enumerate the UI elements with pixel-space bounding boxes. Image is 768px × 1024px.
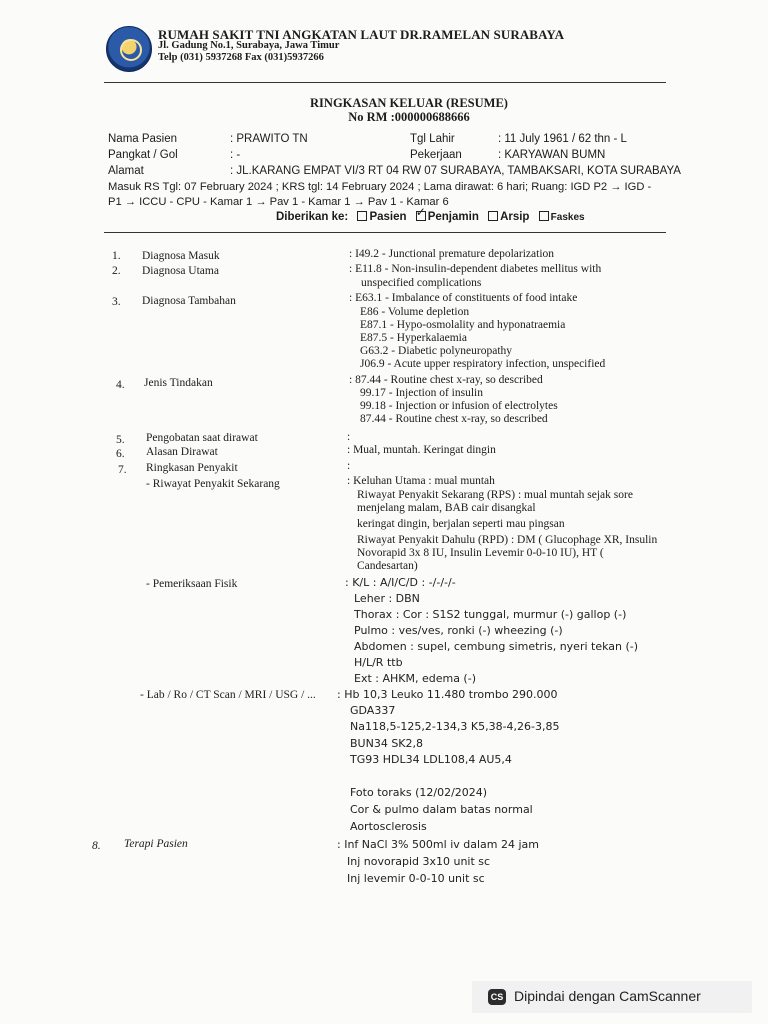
history-line: Novorapid 3x 8 IU, Insulin Levemir 0-0-10 IU), HT ( <box>357 547 604 559</box>
exam-line: Abdomen : supel, cembung simetris, nyeri tekan (-) <box>354 640 639 653</box>
nama-label: Nama Pasien <box>108 133 178 145</box>
item-label: Terapi Pasien <box>124 838 188 850</box>
procedure-line: 99.17 - Injection of insulin <box>360 387 483 399</box>
history-line: Riwayat Penyakit Dahulu (RPD) : DM ( Glucophage XR, Insulin <box>357 534 658 546</box>
item-value-cont: unspecified complications <box>361 277 482 289</box>
diagnosis-line: E87.1 - Hypo-osmolality and hyponatraemia <box>360 319 566 331</box>
exam-line: Ext : AHKM, edema (-) <box>354 672 476 685</box>
item-label: Ringkasan Penyakit <box>146 462 238 474</box>
diagnosis-line: : E63.1 - Imbalance of constituents of food intake <box>349 292 578 304</box>
exam-line: Thorax : Cor : S1S2 tunggal, murmur (-) gallop (-) <box>354 608 627 621</box>
document-title: RINGKASAN KELUAR (RESUME) <box>310 96 508 110</box>
hospital-logo-icon <box>106 26 152 72</box>
diagnosis-line: G63.2 - Diabetic polyneuropathy <box>360 345 513 357</box>
sub-label: - Pemeriksaan Fisik <box>146 578 238 590</box>
section-divider <box>104 232 666 233</box>
checkmark-icon: ✓ <box>415 205 426 219</box>
item-value: : I49.2 - Junctional premature depolarization <box>349 248 555 260</box>
therapy-line: Inj levemir 0-0-10 unit sc <box>347 872 485 885</box>
option-faskes: Faskes <box>550 212 585 223</box>
exam-line: H/L/R ttb <box>354 656 403 669</box>
lab-line: GDA337 <box>350 704 396 717</box>
item-label: Diagnosa Tambahan <box>142 295 236 307</box>
nama-value: : PRAWITO TN <box>230 133 308 145</box>
procedure-line: : 87.44 - Routine chest x-ray, so described <box>349 374 543 386</box>
diagnosis-line: E86 - Volume depletion <box>360 306 470 318</box>
diagnosis-line: J06.9 - Acute upper respiratory infection, unspecified <box>360 358 606 370</box>
history-line: keringat dingin, berjalan seperti mau pingsan <box>357 518 565 530</box>
lab-line: Foto toraks (12/02/2024) <box>350 786 488 799</box>
item-number: 3. <box>112 296 121 308</box>
pangkat-label: Pangkat / Gol <box>108 149 178 161</box>
pekerjaan-value: : KARYAWAN BUMN <box>498 149 606 161</box>
camscanner-text: Dipindai dengan CamScanner <box>514 988 701 1004</box>
hospital-address: Jl. Gadung No.1, Surabaya, Jawa Timur <box>158 40 340 51</box>
checkbox-arsip[interactable] <box>488 211 498 221</box>
diagnosis-line: E87.5 - Hyperkalaemia <box>360 332 467 344</box>
option-penjamin: Penjamin <box>427 211 479 223</box>
item-number: 6. <box>116 448 125 460</box>
item-value: : Mual, muntah. Keringat dingin <box>347 444 496 456</box>
header-divider <box>104 82 666 83</box>
item-label: Diagnosa Masuk <box>142 250 220 262</box>
alamat-label: Alamat <box>108 165 144 177</box>
item-number: 5. <box>116 434 125 446</box>
item-value: : E11.8 - Non-insulin-dependent diabetes mellitus with <box>349 263 602 275</box>
sub-label: - Lab / Ro / CT Scan / MRI / USG / ... <box>140 689 316 701</box>
item-label: Jenis Tindakan <box>144 377 213 389</box>
admission-line-1: Masuk RS Tgl: 07 February 2024 ; KRS tgl: 14 February 2024 ; Lama dirawat: 6 hari; Ruang: IGD P2 → IGD - <box>108 181 652 193</box>
item-number: 2. <box>112 265 121 277</box>
item-label: Pengobatan saat dirawat <box>146 432 258 444</box>
item-number: 1. <box>112 250 121 262</box>
lab-line: TG93 HDL34 LDL108,4 AU5,4 <box>350 753 512 766</box>
item-number: 8. <box>92 840 101 852</box>
item-value: : <box>347 431 351 443</box>
camscanner-logo-icon: CS <box>488 989 506 1005</box>
option-arsip: Arsip <box>500 211 530 223</box>
item-label: Alasan Dirawat <box>146 446 218 458</box>
item-number: 7. <box>118 464 127 476</box>
lab-line: Na118,5-125,2-134,3 K5,38-4,26-3,85 <box>350 720 560 733</box>
history-line: menjelang malam, BAB cair disangkal <box>357 502 536 514</box>
lab-line: Cor & pulmo dalam batas normal <box>350 803 533 816</box>
history-line: Candesartan) <box>357 560 418 572</box>
medical-record-number: No RM :000000688666 <box>348 110 470 124</box>
pekerjaan-label: Pekerjaan <box>410 149 462 161</box>
therapy-line: : Inf NaCl 3% 500ml iv dalam 24 jam <box>337 838 540 851</box>
lab-line: Aortosclerosis <box>350 820 427 833</box>
checkbox-pasien[interactable] <box>357 211 367 221</box>
lab-line: : Hb 10,3 Leuko 11.480 trombo 290.000 <box>337 688 558 701</box>
hospital-phone: Telp (031) 5937268 Fax (031)5937266 <box>158 52 324 63</box>
history-line: : Keluhan Utama : mual muntah <box>347 475 495 487</box>
admission-line-2: P1 → ICCU - CPU - Kamar 1 → Pav 1 - Kamar 1 → Pav 1 - Kamar 6 <box>108 196 449 208</box>
tgl-lahir-label: Tgl Lahir <box>410 133 455 145</box>
diberikan-label: Diberikan ke: <box>276 211 349 223</box>
lab-line: BUN34 SK2,8 <box>350 737 424 750</box>
item-number: 4. <box>116 379 125 391</box>
diberikan-ke <box>276 205 585 223</box>
history-line: Riwayat Penyakit Sekarang (RPS) : mual muntah sejak sore <box>357 489 633 501</box>
tgl-lahir-value: : 11 July 1961 / 62 thn - L <box>498 133 627 145</box>
option-pasien: Pasien <box>369 211 407 223</box>
exam-line: Pulmo : ves/ves, ronki (-) wheezing (-) <box>354 624 563 637</box>
exam-line: : K/L : A/I/C/D : -/-/-/- <box>345 576 456 589</box>
sub-label: - Riwayat Penyakit Sekarang <box>146 478 280 490</box>
checkbox-faskes[interactable] <box>539 211 549 221</box>
alamat-value: : JL.KARANG EMPAT VI/3 RT 04 RW 07 SURABAYA, TAMBAKSARI, KOTA SURABAYA <box>230 165 681 177</box>
item-value: : <box>347 460 351 472</box>
item-label: Diagnosa Utama <box>142 265 219 277</box>
pangkat-value: : - <box>230 149 241 161</box>
procedure-line: 99.18 - Injection or infusion of electrolytes <box>360 400 558 412</box>
exam-line: Leher : DBN <box>354 592 420 605</box>
checkbox-penjamin[interactable] <box>415 205 426 221</box>
hospital-name: RUMAH SAKIT TNI ANGKATAN LAUT DR.RAMELAN SURABAYA <box>158 27 565 42</box>
therapy-line: Inj novorapid 3x10 unit sc <box>347 855 491 868</box>
procedure-line: 87.44 - Routine chest x-ray, so described <box>360 413 548 425</box>
